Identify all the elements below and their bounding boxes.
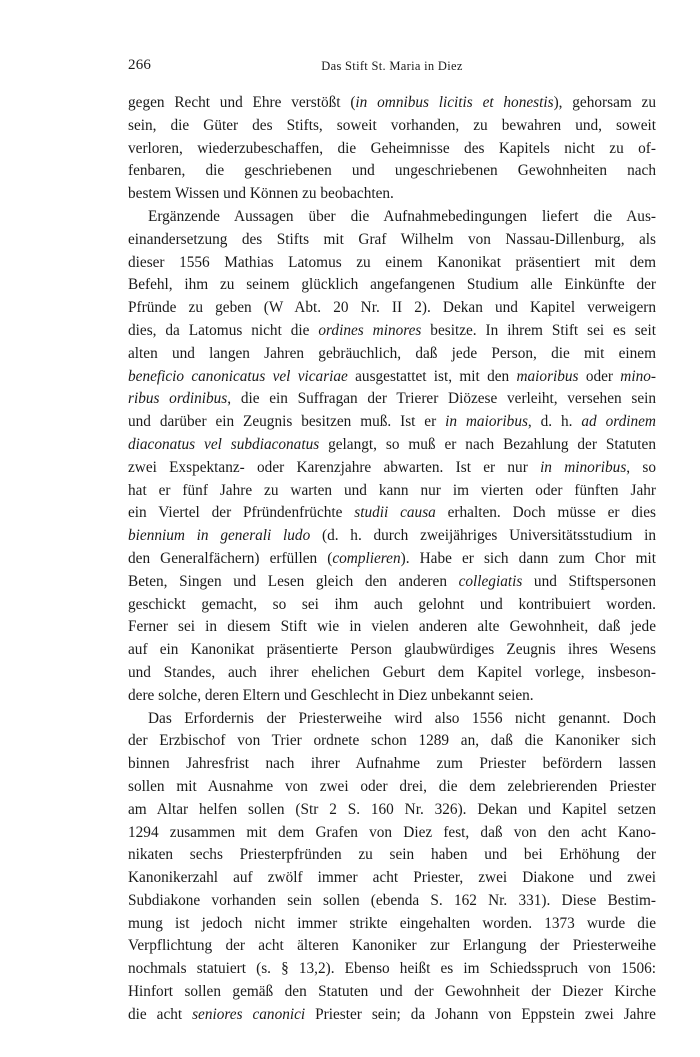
text-segment: Ergänzende Aussagen über die Aufnahmebedingungen liefert die Aus- xyxy=(148,207,656,225)
text-segment: Beten, Singen und Lesen gleich den anderen xyxy=(128,572,459,590)
text-line xyxy=(128,867,656,890)
text-line xyxy=(128,708,656,731)
text-segment: binnen Jahresfrist nach ihrer Aufnahme zum Priester befördern lassen xyxy=(128,755,656,773)
text-line xyxy=(128,913,656,936)
text-line xyxy=(128,457,656,480)
text-segment: erhalten. Doch müsse er dies xyxy=(435,504,656,522)
text-segment: verloren, wiederzubeschaffen, die Geheimnisse des Kapitels nicht zu of- xyxy=(128,139,656,157)
text-segment: ). Habe er sich dann zum Chor mit xyxy=(400,549,656,567)
italic-phrase: ribus ordinibus xyxy=(128,390,228,408)
text-line xyxy=(128,594,656,617)
text-segment: Befehl, ihm zu seinem glücklich angefangenen Studium alle Einkünfte der xyxy=(128,276,656,294)
text-segment: Hinfort sollen gemäß den Statuten und der Gewohnheit der Diezer Kirche xyxy=(128,983,656,1001)
text-segment: und Standes, auch ihrer ehelichen Geburt dem Kapitel vorlege, insbeson- xyxy=(128,663,656,681)
text-segment: zwei Exspektanz- oder Karenzjahre abwarten. Ist er nur xyxy=(128,458,541,476)
text-line xyxy=(128,92,656,115)
text-line xyxy=(128,685,656,708)
text-line xyxy=(128,890,656,913)
text-segment: der Erzbischof von Trier ordnete schon 1289 an, daß die Kanoniker sich xyxy=(128,732,656,750)
text-segment: , d. h. xyxy=(527,413,582,431)
page-header xyxy=(128,57,656,79)
text-line xyxy=(128,343,656,366)
text-line xyxy=(128,160,656,183)
text-segment: mung ist jedoch nicht immer strikte eingehalten worden. 1373 wurde die xyxy=(128,914,656,932)
text-line xyxy=(128,115,656,138)
text-segment: den Generalfächern) erfüllen ( xyxy=(128,549,333,567)
text-line xyxy=(128,274,656,297)
italic-phrase: beneficio canonicatus vel vicariae xyxy=(128,367,348,385)
text-line xyxy=(128,480,656,503)
text-segment: geschickt gemacht, so sei ihm auch gelohnt und kontribuiert worden. xyxy=(128,595,656,613)
text-line xyxy=(128,183,656,206)
text-segment: bestem Wissen und Können zu beobachten. xyxy=(128,185,394,203)
text-segment: Verpflichtung der acht älteren Kanoniker zur Erlangung der Priesterweihe xyxy=(128,937,656,955)
body-text xyxy=(128,92,656,1027)
text-line xyxy=(128,548,656,571)
text-segment: (d. h. durch zweijähriges Universitätsstudium in xyxy=(310,527,656,545)
text-segment: und Stiftspersonen xyxy=(522,572,656,590)
text-segment: , so xyxy=(626,458,656,476)
text-segment: , die ein Suffragan der Trierer Diözese verleiht, versehen sein xyxy=(227,390,656,408)
text-line xyxy=(128,229,656,252)
italic-phrase: seniores canonici xyxy=(192,1005,306,1023)
text-segment: oder xyxy=(578,367,621,385)
text-line xyxy=(128,138,656,161)
text-segment: Kanonikerzahl auf zwölf immer acht Priester, zwei Diakone und zwei xyxy=(128,869,656,887)
text-segment: Priester sein; da Johann von Eppstein zwei Jahre xyxy=(305,1005,656,1023)
text-segment: sollen mit Ausnahme von zwei oder drei, die dem zelebrierenden Priester xyxy=(128,777,656,795)
text-segment: 1294 zusammen mit dem Grafen von Diez fest, daß von den acht Kano- xyxy=(128,823,656,841)
text-segment: am Altar helfen sollen (Str 2 S. 160 Nr. 326). Dekan und Kapitel setzen xyxy=(128,800,656,818)
italic-phrase: studii causa xyxy=(354,504,436,522)
text-line xyxy=(128,730,656,753)
text-line xyxy=(128,502,656,525)
text-line xyxy=(128,981,656,1004)
italic-phrase: complieren xyxy=(332,549,401,567)
text-line xyxy=(128,206,656,229)
italic-phrase: in maioribus xyxy=(445,413,528,431)
text-line xyxy=(128,662,656,685)
text-segment: auf ein Kanonikat präsentierte Person glaubwürdiges Zeugnis ihres Wesens xyxy=(128,641,656,659)
text-segment: Ferner sei in diesem Stift wie in vielen anderen alte Gewohnheit, daß jede xyxy=(128,618,656,636)
text-line xyxy=(128,799,656,822)
text-segment: dies, da Latomus nicht die xyxy=(128,321,319,339)
italic-phrase: in minoribus xyxy=(540,458,627,476)
text-line xyxy=(128,320,656,343)
text-line xyxy=(128,1004,656,1027)
text-segment: ein Viertel der Pfründenfrüchte xyxy=(128,504,355,522)
running-title: Das Stift St. Maria in Diez xyxy=(321,59,463,73)
text-segment: fenbaren, die geschriebenen und ungeschriebenen Gewohnheiten nach xyxy=(128,162,656,180)
text-line xyxy=(128,388,656,411)
text-segment: und darüber ein Zeugnis besitzen muß. Ist er xyxy=(128,413,446,431)
text-segment: dere solche, deren Eltern und Geschlecht in Diez unbekannt seien. xyxy=(128,686,534,704)
text-segment: sein, die Güter des Stifts, soweit vorhanden, zu bewahren und, soweit xyxy=(128,116,656,134)
text-line xyxy=(128,411,656,434)
text-line xyxy=(128,616,656,639)
text-line xyxy=(128,753,656,776)
italic-phrase: biennium in generali ludo xyxy=(128,527,311,545)
text-line xyxy=(128,366,656,389)
text-line xyxy=(128,639,656,662)
text-segment: gegen Recht und Ehre verstößt ( xyxy=(128,94,356,111)
text-segment: hat er fünf Jahre zu warten und kann nur im vierten oder fünften Jahr xyxy=(128,481,656,499)
text-segment: einandersetzung des Stifts mit Graf Wilhelm von Nassau-Dillenburg, als xyxy=(128,230,656,248)
italic-phrase: ad ordinem xyxy=(581,413,656,431)
text-line xyxy=(128,844,656,867)
italic-phrase: collegiatis xyxy=(458,572,523,590)
italic-phrase: mino- xyxy=(620,367,656,385)
italic-phrase: maioribus xyxy=(516,367,579,385)
text-segment: alten und langen Jahren gebräuchlich, daß jede Person, die mit einem xyxy=(128,344,656,362)
text-line xyxy=(128,822,656,845)
text-segment: gelangt, so muß er nach Bezahlung der Statuten xyxy=(319,435,656,453)
italic-phrase: diaconatus vel subdiaconatus xyxy=(128,435,320,453)
italic-phrase: ordines minores xyxy=(318,321,422,339)
text-segment: ), gehorsam zu xyxy=(553,94,656,111)
text-segment: ausgestattet ist, mit den xyxy=(347,367,517,385)
text-line xyxy=(128,776,656,799)
text-segment: nochmals statuiert (s. § 13,2). Ebenso heißt es im Schiedsspruch von 1506: xyxy=(128,960,656,978)
text-line xyxy=(128,571,656,594)
text-segment: die acht xyxy=(128,1005,193,1023)
text-line xyxy=(128,935,656,958)
text-segment: Pfründe zu geben (W Abt. 20 Nr. II 2). Dekan und Kapitel verweigern xyxy=(128,299,656,317)
text-segment: Subdiakone vorhanden sein sollen (ebenda S. 162 Nr. 331). Diese Bestim- xyxy=(128,891,656,909)
text-line xyxy=(128,958,656,981)
italic-phrase: in omnibus licitis et honestis xyxy=(355,94,554,111)
text-segment: dieser 1556 Mathias Latomus zu einem Kanonikat präsentiert mit dem xyxy=(128,253,656,271)
text-segment: nikaten sechs Priesterpfründen zu sein haben und bei Erhöhung der xyxy=(128,846,656,864)
page-number: 266 xyxy=(128,57,152,73)
text-line xyxy=(128,297,656,320)
text-segment: Das Erfordernis der Priesterweihe wird also 1556 nicht genannt. Doch xyxy=(148,709,656,727)
text-line xyxy=(128,525,656,548)
text-line xyxy=(128,434,656,457)
text-line xyxy=(128,252,656,275)
text-segment: besitze. In ihrem Stift sei es seit xyxy=(421,321,656,339)
